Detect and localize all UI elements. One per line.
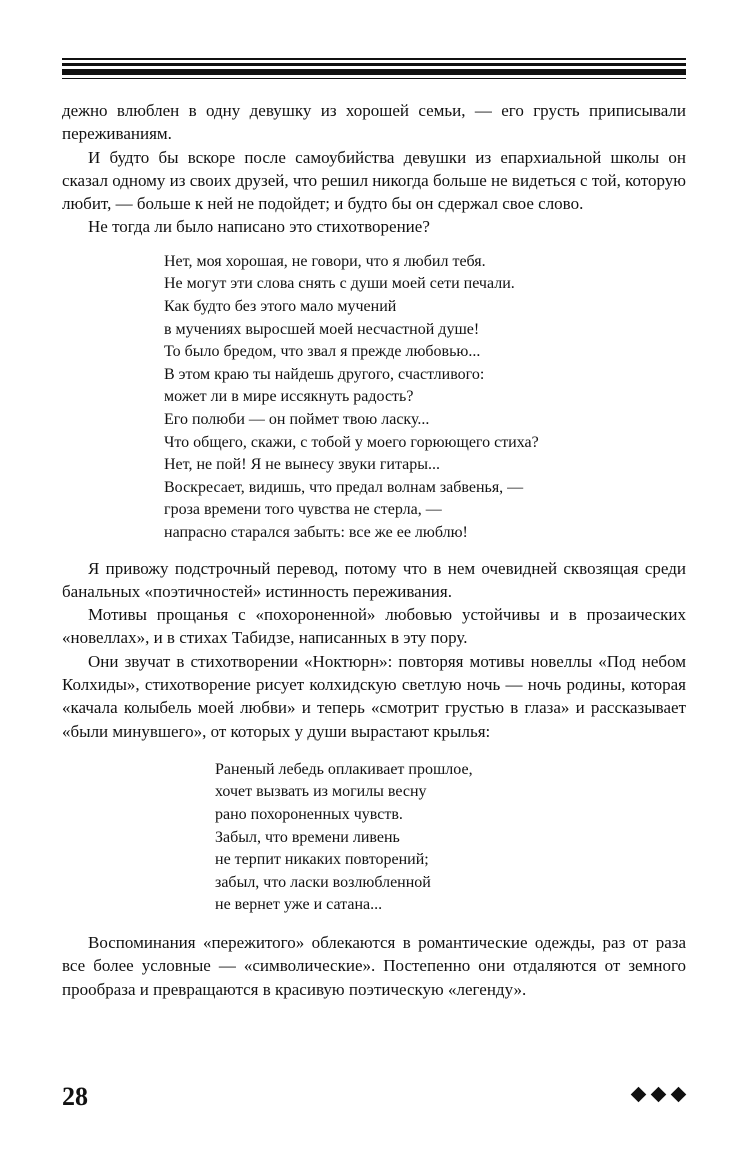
poem-line: хочет вызвать из могилы весну [215,783,427,801]
header-rule-bottom [62,78,686,79]
page-body [62,99,686,1001]
header-rule-thick [62,69,686,75]
paragraph: дежно влюблен в одну девушку из хорошей семьи, — его грусть приписывали переживаниям. [62,101,686,144]
poem-line: не вернет уже и сатана... [215,896,383,914]
page-number: 28 [62,1082,88,1111]
poem-line: То было бредом, что звал я прежде любовью... [164,343,481,361]
poem-line: Забыл, что времени ливень [215,828,400,846]
poem-line: Нет, моя хорошая, не говори, что я любил тебя. [164,252,486,270]
paragraph: Мотивы прощанья с «похороненной» любовью устойчивы и в прозаических «новеллах», и в стихах Табидзе, написанных в эту пору. [62,605,686,648]
poem-line: может ли в мире иссякнуть радость? [164,388,414,406]
diamond-icon [671,1087,687,1103]
poem-line: Не могут эти слова снять с души моей сети печали. [164,275,515,293]
paragraph: Воспоминания «пережитого» облекаются в романтические одежды, раз от раза все более условные — «символические». Постепенно они отдаляются от земного прообраза и превращаются в красивую поэтическую «легенду». [62,933,686,999]
poem-line: забыл, что ласки возлюбленной [215,873,431,891]
poem-block [62,251,686,545]
diamond-icon [651,1087,667,1103]
poem-line: напрасно старался забыть: все же ее люблю! [164,523,468,541]
poem-line: Нет, не пой! Я не вынесу звуки гитары... [164,456,440,474]
footer-ornament [631,1087,686,1102]
poem-line: Его полюби — он поймет твою ласку... [164,410,430,428]
paragraph: Они звучат в стихотворении «Ноктюрн»: повторяя мотивы новеллы «Под небом Колхиды», стихотворение рисует колхидскую светлую ночь — ночь родины, которая «качала колыбель моей любви» и теперь «смотрит грустью в глаза» и рассказывает «были минувшего», от которых у души вырастают крылья: [62,651,686,741]
poem-line: в мучениях выросшей моей несчастной душе! [164,320,480,338]
paragraph: Не тогда ли было написано это стихотворение? [88,217,430,237]
poem-line: Что общего, скажи, с тобой у моего горюющего стиха? [164,433,539,451]
poem-line: Воскресает, видишь, что предал волнам забвенья, — [164,478,524,496]
paragraph: Я привожу подстрочный перевод, потому что в нем очевидней сквозящая среди банальных «поэтичностей» истинность переживания. [62,558,686,601]
header-rule-top [62,58,686,60]
poem-line: Раненый лебедь оплакивает прошлое, [215,760,473,778]
poem-line: гроза времени того чувства не стерла, — [164,501,442,519]
poem-line: Как будто без этого мало мучений [164,297,397,315]
diamond-icon [631,1087,647,1103]
paragraph: И будто бы вскоре после самоубийства девушки из епархиальной школы он сказал одному из своих друзей, что решил никогда больше не видеться с той, которую любит, — больше к ней не подойдет; и будто бы он сдержал свое слово. [62,147,686,214]
poem-line: В этом краю ты найдешь другого, счастливого: [164,365,485,383]
poem-block [62,759,686,917]
header-rule-second [62,63,686,66]
poem-line: рано похороненных чувств. [215,806,403,824]
poem-line: не терпит никаких повторений; [215,851,429,869]
